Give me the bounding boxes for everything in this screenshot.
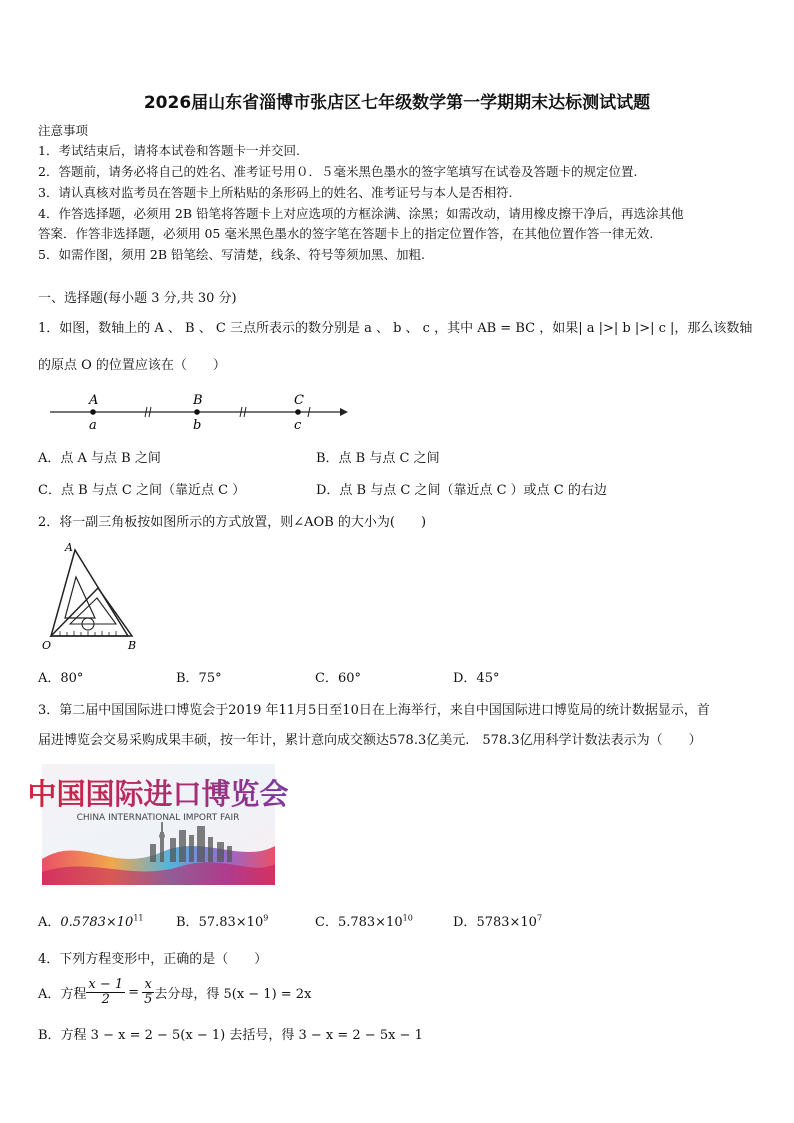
- q4-option-a-prefix: A．方程: [38, 986, 87, 1002]
- q4-option-a-suffix: 去分母，得 5(x − 1) = 2x: [154, 986, 312, 1002]
- q2-option-d: D．45°: [453, 671, 500, 686]
- q3-option-c-value: 5.783×10: [337, 915, 403, 930]
- point-a-label: A: [89, 393, 99, 408]
- q2-stem: 2．将一副三角板按如图所示的方式放置，则∠AOB 的大小为( ): [38, 515, 427, 530]
- value-b-label: b: [193, 418, 202, 433]
- q2-option-a: A．80°: [38, 671, 84, 686]
- q4-stem: 4．下列方程变形中，正确的是（ ）: [38, 952, 268, 967]
- q3-option-b-label: B．: [176, 915, 199, 930]
- q4-option-b: B．方程 3 − x = 2 − 5(x − 1) 去括号，得 3 − x = 2 − 5x − 1: [38, 1028, 423, 1043]
- fraction: [86, 978, 125, 1007]
- value-a-label: a: [89, 418, 97, 433]
- q3-option-c-exp: 10: [402, 913, 413, 923]
- q3-option-b-exp: 9: [263, 913, 269, 923]
- page-title: 2026届山东省淄博市张店区七年级数学第一学期期末达标测试试题: [143, 93, 651, 113]
- notice-item: 答案．作答非选择题，必须用 05 毫米黑色墨水的签字笔在答题卡上的指定位置作答，在其他位置作答一律无效.: [38, 226, 654, 241]
- banner-title-en: CHINA INTERNATIONAL IMPORT FAIR: [76, 813, 240, 823]
- q3-option-d-exp: 7: [536, 913, 543, 923]
- fraction-numerator: x − 1: [88, 976, 124, 992]
- number-line-figure: [40, 388, 350, 434]
- q3-option-c-label: C．: [315, 915, 338, 930]
- q3-option-d: [453, 911, 542, 930]
- notice-item: 1．考试结束后，请将本试卷和答题卡一并交回.: [38, 143, 300, 158]
- q1-option-c: C．点 B 与点 C 之间（靠近点 C ）: [38, 483, 246, 498]
- q1-option-b: B．点 B 与点 C 之间: [316, 451, 440, 466]
- q3-stem-line1: 3．第二届中国国际进口博览会于2019 年11月5日至10日在上海举行，来自中国国际进口博览局的统计数据显示，首: [38, 703, 710, 718]
- q3-option-a-exp: 11: [133, 913, 144, 923]
- vertex-a-label: A: [65, 541, 73, 554]
- notice-item: 2．答题前，请务必将自己的姓名、准考证号用０．５毫米黑色墨水的签字笔填写在试卷及答题卡的规定位置.: [38, 164, 638, 179]
- q3-option-c: [315, 911, 413, 930]
- q2-option-b: B．75°: [176, 671, 222, 686]
- triangle-set-figure: [40, 540, 144, 654]
- q2-option-c: C．60°: [315, 671, 361, 686]
- q3-option-d-value: 5783×10: [476, 915, 537, 930]
- notice-item: 3．请认真核对监考员在答题卡上所粘贴的条形码上的姓名、准考证号与本人是否相符.: [38, 185, 513, 200]
- q3-option-d-label: D．: [453, 915, 477, 930]
- notice-item: 5．如需作图，须用 2B 铅笔绘、写清楚，线条、符号等须加黑、加粗.: [38, 247, 426, 262]
- q1-stem-line1: 1．如图，数轴上的 A 、 B 、 C 三点所表示的数分别是 a 、 b 、 c ，其中 AB = BC ，如果| a |>| b |>| c |，那么该数轴: [38, 321, 753, 336]
- vertex-o-label: O: [42, 639, 52, 652]
- q1-option-a: A．点 A 与点 B 之间: [38, 451, 161, 466]
- q1-stem-line2: 的原点 O 的位置应该在（ ）: [38, 358, 226, 373]
- notice-heading: 注意事项: [38, 123, 89, 138]
- q3-option-b: [176, 911, 268, 930]
- vertex-b-label: B: [128, 639, 137, 652]
- q1-option-d: D．点 B 与点 C 之间（靠近点 C ）或点 C 的右边: [316, 483, 607, 498]
- fraction: [142, 978, 154, 1007]
- value-c-label: c: [294, 418, 302, 433]
- banner-title-cn: 中国国际进口博览会: [27, 777, 289, 811]
- fraction-numerator: x: [142, 978, 154, 993]
- point-c-label: C: [294, 393, 304, 408]
- q3-option-a-value: 0.5783×10: [60, 915, 134, 930]
- q3-stem-line2: 届进博览会交易采购成果丰硕，按一年计，累计意向成交额达578.3亿美元. 578.3亿用科学计数法表示为（ ）: [38, 733, 702, 748]
- q3-option-a: [38, 911, 144, 930]
- equals-sign: =: [128, 984, 140, 1000]
- fraction-denominator: 2: [101, 991, 110, 1007]
- section-heading: 一、选择题(每小题 3 分,共 30 分): [38, 291, 237, 306]
- q3-option-b-value: 57.83×10: [198, 915, 264, 930]
- point-b-label: B: [193, 393, 203, 408]
- fraction-denominator: 5: [144, 991, 153, 1007]
- notice-item: 4．作答选择题，必须用 2B 铅笔将答题卡上对应选项的方框涂满、涂黑；如需改动，请用橡皮擦干净后，再选涂其他: [38, 206, 684, 221]
- q4-option-a: [38, 972, 311, 1012]
- expo-banner-image: [27, 764, 289, 885]
- q3-option-a-label: A．: [38, 915, 61, 930]
